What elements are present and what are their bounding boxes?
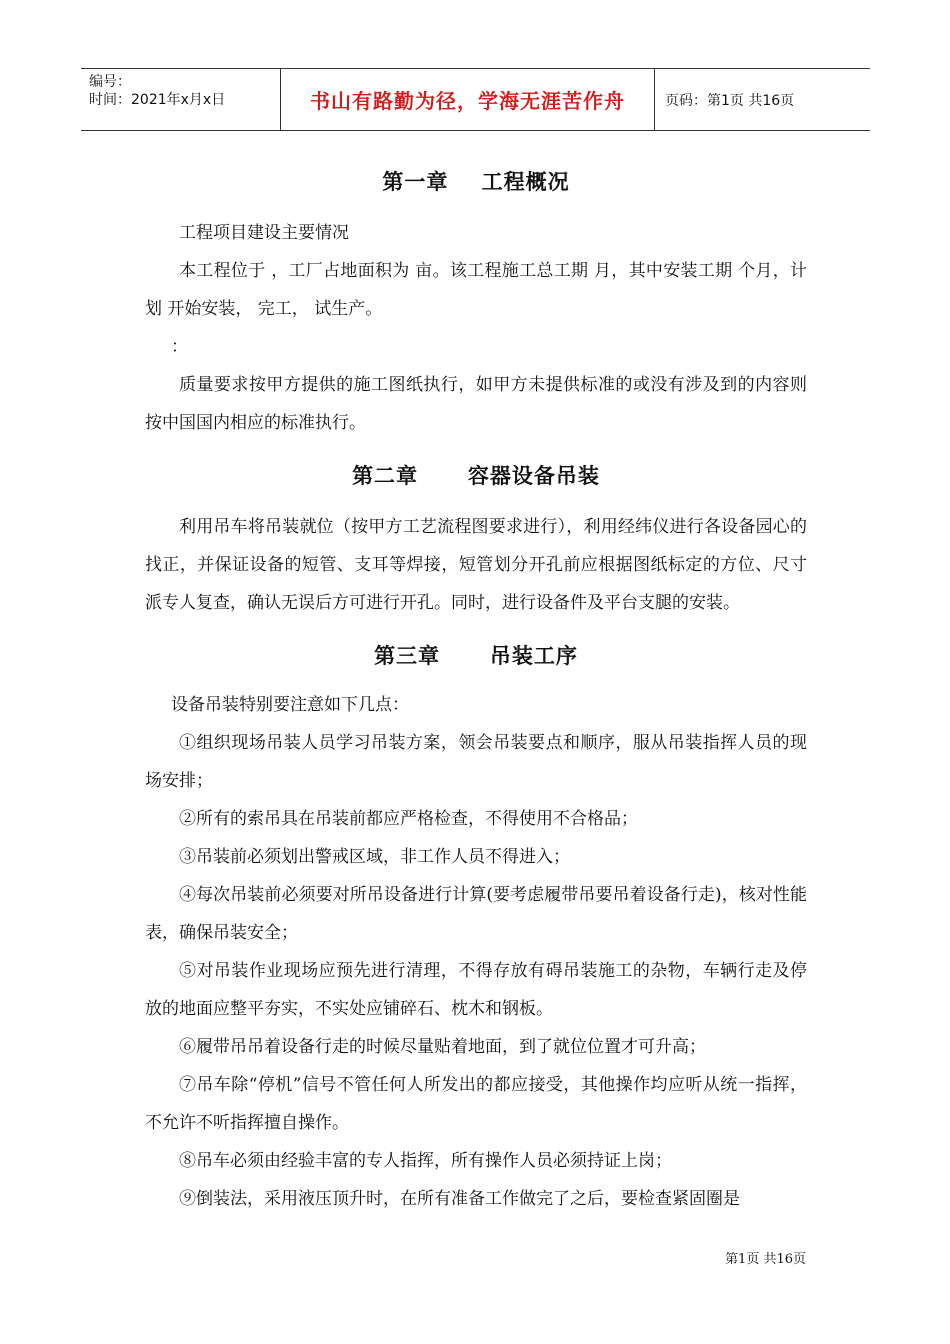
list-item: ⑨倒装法，采用液压顶升时，在所有准备工作做完了之后，要检查紧固圈是: [179, 1189, 740, 1209]
chapter-3-intro: 设备吊装特别要注意如下几点：: [171, 695, 409, 715]
list-item: ③吊装前必须划出警戒区域，非工作人员不得进入；: [179, 847, 570, 867]
list-item: ②所有的索吊具在吊装前都应严格检查，不得使用不合格品；: [179, 809, 638, 829]
chapter-3-title: 第三章 吊装工序: [374, 644, 578, 668]
list-item: ①组织现场吊装人员学习吊装方案，领会吊装要点和顺序，服从吊装指挥人员的现场安排；: [145, 733, 807, 791]
chapter-2-title: 第二章 容器设备吊装: [352, 464, 600, 488]
list-item: ⑤对吊装作业现场应预先进行清理，不得存放有碍吊装施工的杂物，车辆行走及停放的地面应整平夯实，不实处应铺碎石、枕木和钢板。: [145, 961, 807, 1019]
chapter-1-title: 第一章 工程概况: [382, 170, 570, 194]
list-item: ⑧吊车必须由经验丰富的专人指挥，所有操作人员必须持证上岗；: [179, 1151, 672, 1171]
chapter-1-paragraph-2: 质量要求按甲方提供的施工图纸执行，如甲方未提供标准的或没有涉及到的内容则按中国国内相应的标准执行。: [145, 375, 807, 433]
chapter-2-paragraph: 利用吊车将吊装就位（按甲方工艺流程图要求进行），利用经纬仪进行各设备园心的找正，并保证设备的短管、支耳等焊接，短管划分开孔前应根据图纸标定的方位、尺寸派专人复查，确认无误后方可进行开孔。同时，进行设备件及平台支腿的安装。: [145, 517, 807, 613]
time-label: 时间：2021年x月x日: [89, 92, 226, 108]
header-motto: 书山有路勤为径，学海无涯苦作舟: [281, 69, 655, 130]
list-item: ⑥履带吊吊着设备行走的时候尽量贴着地面，到了就位位置才可升高；: [179, 1037, 706, 1057]
chapter-1-colon: ：: [171, 337, 188, 357]
list-item: ④每次吊装前必须要对所吊设备进行计算(要考虑履带吊要吊着设备行走)，核对性能表，确保吊装安全；: [145, 885, 807, 943]
list-item: ⑦吊车除“停机”信号不管任何人所发出的都应接受，其他操作均应听从统一指挥，不允许不听指挥擅自操作。: [145, 1075, 807, 1133]
chapter-1-paragraph-1: 本工程位于 ，工厂占地面积为 亩。该工程施工总工期 月，其中安装工期 个月，计划 开始安装， 完工， 试生产。: [145, 261, 807, 319]
page-header: [81, 68, 870, 131]
header-page-info: 页码：第1页 共16页: [665, 92, 795, 109]
chapter-1-subtitle: 工程项目建设主要情况: [179, 223, 349, 243]
page-footer: 第1页 共16页: [725, 1252, 806, 1267]
header-meta: [81, 69, 281, 130]
serial-label: 编号：: [89, 74, 131, 90]
document-body: [145, 160, 807, 1218]
